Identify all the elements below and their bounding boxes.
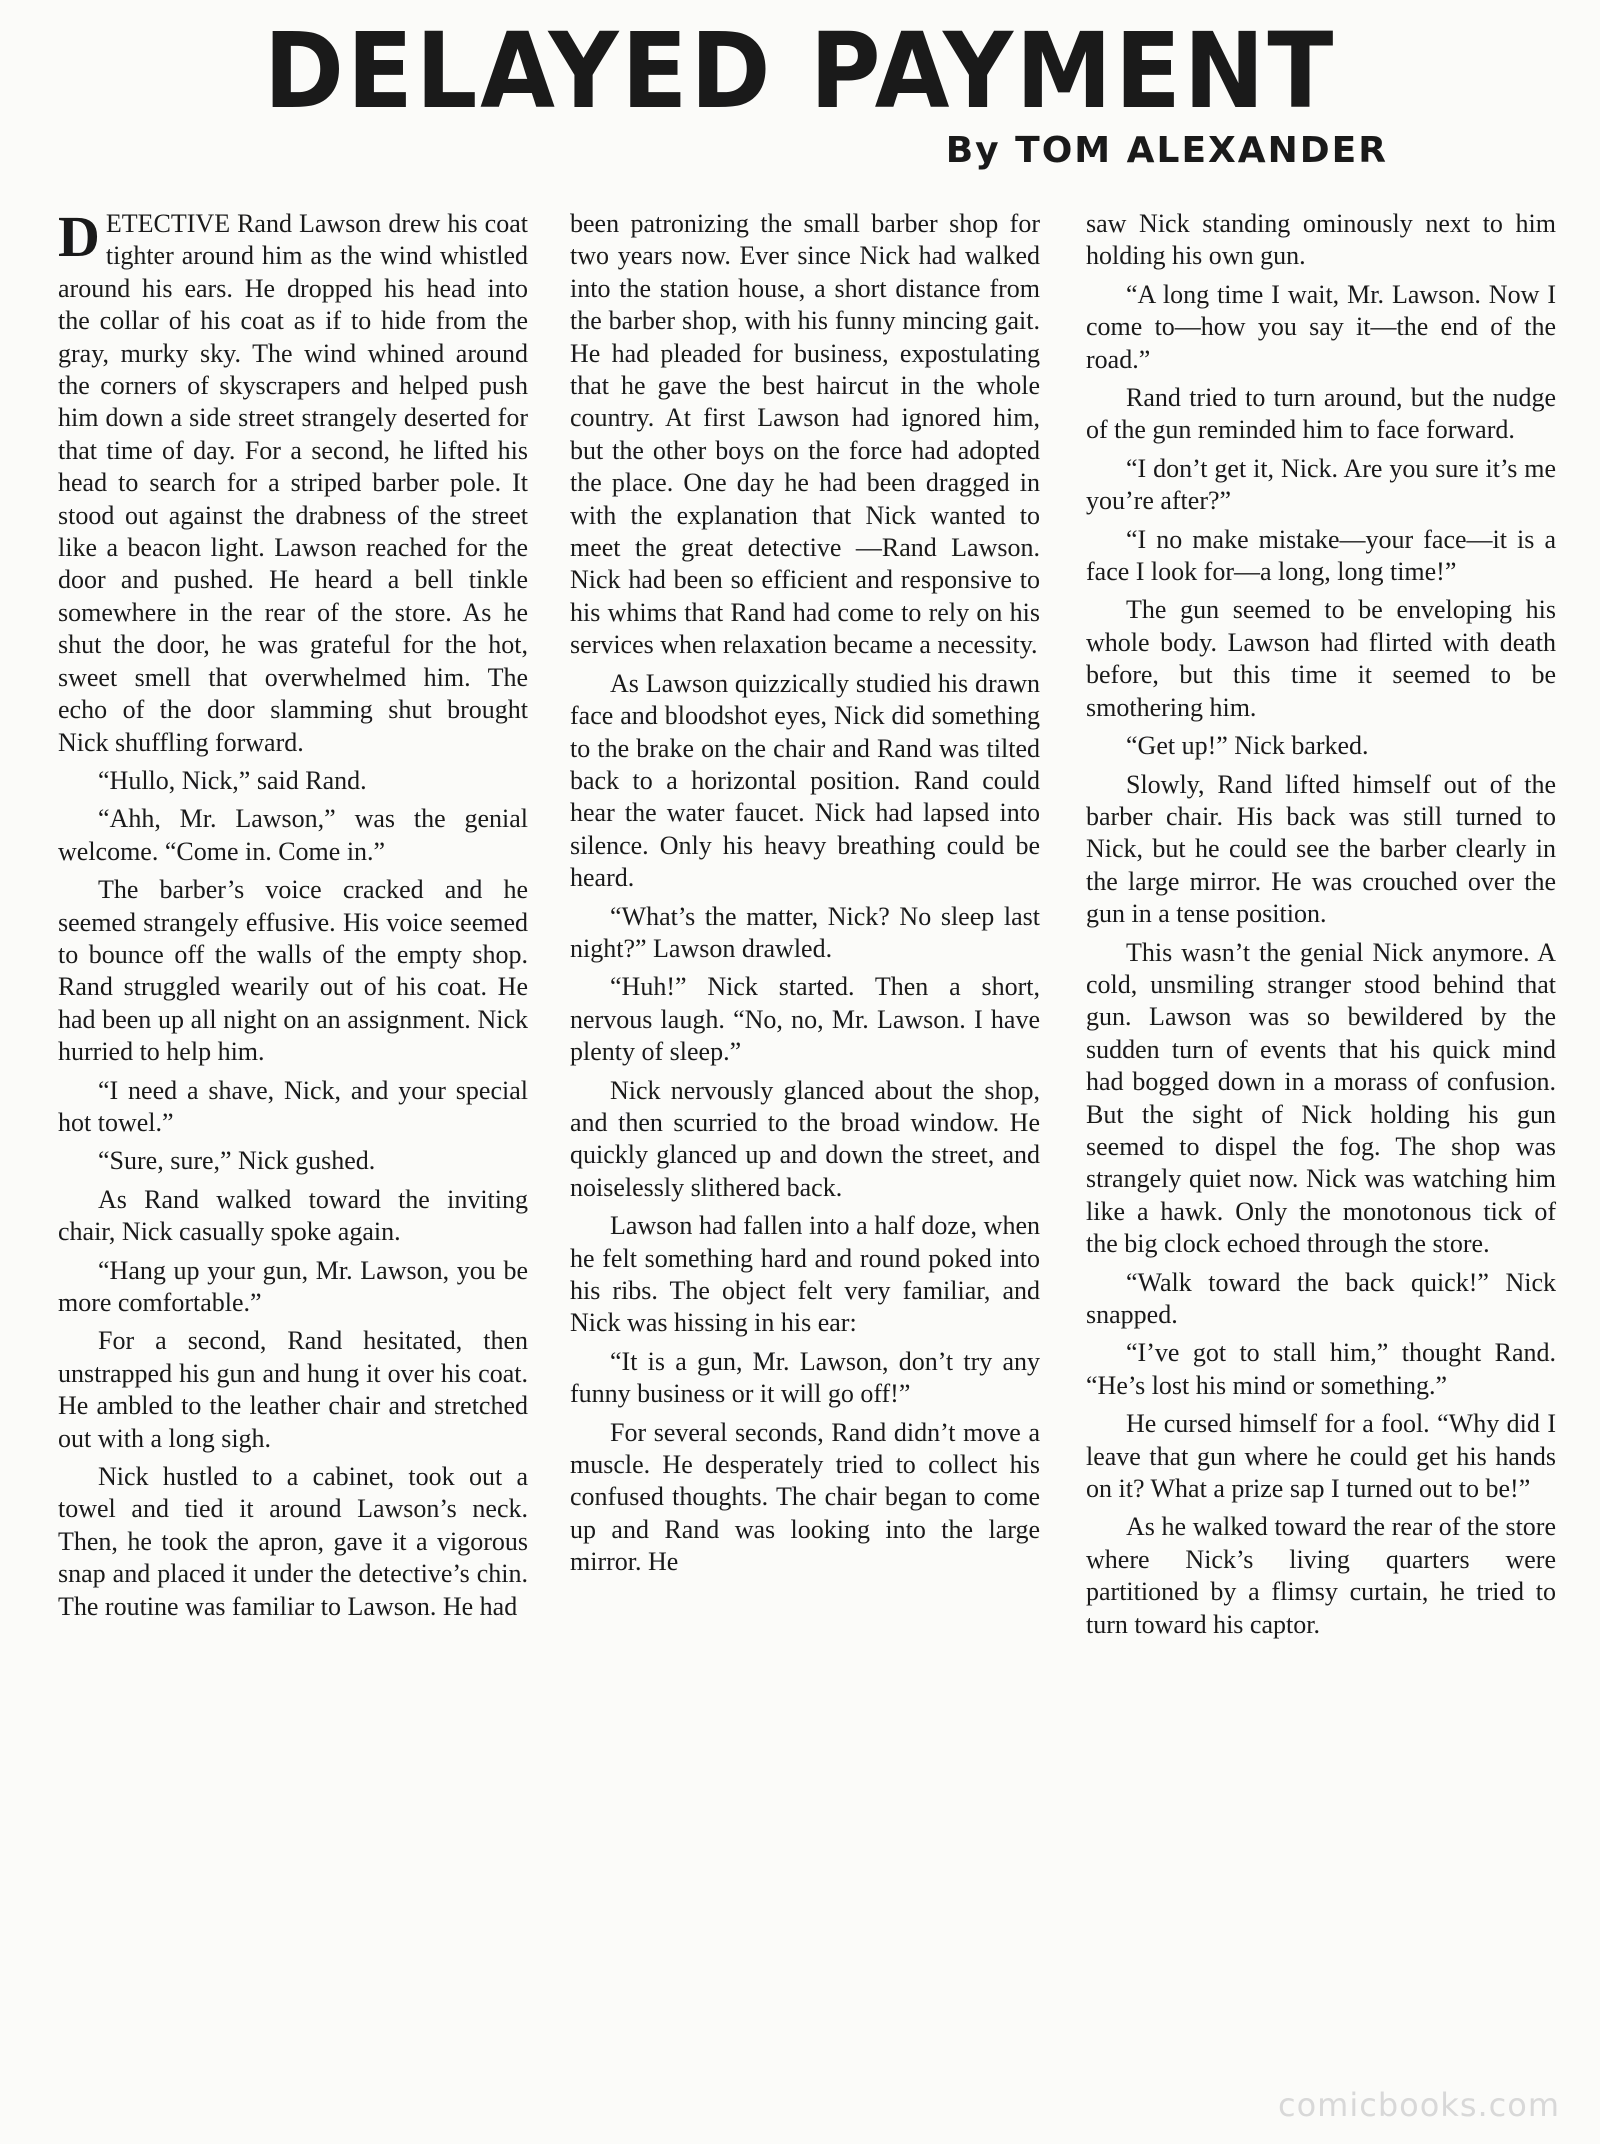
drop-cap: D	[58, 204, 100, 269]
column-2	[570, 208, 1040, 1585]
paragraph: “I don’t get it, Nick. Are you sure it’s me you’re after?”	[1086, 453, 1556, 516]
column-3	[1086, 208, 1556, 1647]
site-watermark: comicbooks.com	[1277, 2086, 1560, 2124]
paragraph: “Get up!” Nick barked.	[1126, 731, 1369, 761]
paragraph: “I no make mistake—your face—it is a face I look for—a long, long time!”	[1086, 524, 1556, 587]
paragraph: “Hullo, Nick,” said Rand.	[98, 765, 367, 795]
paragraph: The barber’s voice cracked and he seemed strangely effusive. His voice seemed to bounce off the walls of the empty shop. Rand struggled wearily out of his coat. He had been up all night on an assignment. Nick hurried to help him.	[58, 875, 528, 1067]
opening-text: ETECTIVE Rand Lawson drew his coat tighter around him as the wind whistled around his ears. He dropped his head into the collar of his coat as if to hide from the gray, murky sky. The wind whined around the corners of skyscrapers and helped push him down a side street strangely deserted for that time of day. For a second, he lifted his head to search for a striped barber pole. It stood out against the drabness of the street like a beacon light. Lawson reached for the door and pushed. He heard a bell tinkle somewhere in the rear of the store. As he shut the door, he was grateful for the hot, sweet smell that overwhelmed him. The echo of the door slamming shut brought Nick shuffling forward.	[58, 209, 528, 757]
paragraph: Nick nervously glanced about the shop, and then scurried to the broad window. He quickly glanced up and down the street, and noiselessly slithered back.	[570, 1075, 1040, 1202]
paragraph: “Sure, sure,” Nick gushed.	[98, 1146, 376, 1176]
paragraph: This wasn’t the genial Nick anymore. A cold, unsmiling stranger stood behind that gun. Lawson was so bewildered by the sudden turn of events that his quick mind had bogged down in a morass of confusion. But the sight of Nick holding his gun seemed to dispel the fog. The shop was strangely quiet now. Nick was watching him like a hawk. Only the monotonous tick of the big clock echoed through the store.	[1086, 937, 1556, 1259]
column-1	[58, 204, 528, 1629]
paragraph: “I need a shave, Nick, and your special hot towel.”	[58, 1075, 528, 1137]
paragraph: “Ahh, Mr. Lawson,” was the genial welcome. “Come in. Come in.”	[58, 804, 528, 866]
paragraph: As Rand walked toward the inviting chair, Nick casually spoke again.	[58, 1184, 528, 1247]
paragraph: As Lawson quizzically studied his drawn face and bloodshot eyes, Nick did something to the brake on the chair and Rand was tilted back to a horizontal position. Rand could hear the water faucet. Nick had lapsed into silence. Only his heavy breathing could be heard.	[570, 668, 1040, 893]
continuation-paragraph: been patronizing the small barber shop for two years now. Ever since Nick had walked into the station house, a short distance from the barber shop, with his funny mincing gait. He had pleaded for business, expostulating that he gave the best haircut in the whole country. At first Lawson had ignored him, but the other boys on the force had adopted the place. One day he had been dragged in with the explanation that Nick wanted to meet the great detective —Rand Lawson. Nick had been so efficient and responsive to his whims that Rand had come to rely on his services when relaxation became a necessity.	[570, 209, 1040, 660]
paragraph: “Walk toward the back quick!” Nick snapped.	[1086, 1267, 1556, 1329]
paragraph: “Huh!” Nick started. Then a short, nervous laugh. “No, no, Mr. Lawson. I have plenty of sleep.”	[570, 972, 1040, 1067]
author-byline: By TOM ALEXANDER	[945, 130, 1388, 171]
paragraph: As he walked toward the rear of the store where Nick’s living quarters were partitioned by a flimsy curtain, he tried to turn toward his captor.	[1086, 1512, 1556, 1639]
paragraph: “Hang up your gun, Mr. Lawson, you be more comfortable.”	[58, 1255, 528, 1317]
story-title: DELAYED PAYMENT	[263, 10, 1337, 132]
paragraph: Rand tried to turn around, but the nudge of the gun reminded him to face forward.	[1086, 383, 1556, 445]
paragraph: “I’ve got to stall him,” thought Rand. “He’s lost his mind or something.”	[1086, 1338, 1556, 1400]
paragraph: “It is a gun, Mr. Lawson, don’t try any funny business or it will go off!”	[570, 1346, 1040, 1409]
paragraph: Nick hustled to a cabinet, took out a towel and tied it around Lawson’s neck. Then, he took the apron, gave it a vigorous snap and placed it under the detective’s chin. The routine was familiar to Lawson. He had	[58, 1462, 528, 1621]
paragraph: Lawson had fallen into a half doze, when he felt something hard and round poked into his ribs. The object felt very familiar, and Nick was hissing in his ear:	[570, 1211, 1040, 1338]
paragraph: For a second, Rand hesitated, then unstrapped his gun and hung it over his coat. He ambled to the leather chair and stretched out with a long sigh.	[58, 1326, 528, 1453]
story-body	[0, 204, 1600, 2108]
continuation-paragraph: saw Nick standing ominously next to him holding his own gun.	[1086, 209, 1556, 271]
paragraph: For several seconds, Rand didn’t move a muscle. He desperately tried to collect his confused thoughts. The chair began to come up and Rand was looking into the large mirror. He	[570, 1417, 1040, 1577]
paragraph: “What’s the matter, Nick? No sleep last night?” Lawson drawled.	[570, 901, 1040, 963]
paragraph: The gun seemed to be enveloping his whole body. Lawson had flirted with death before, but this time it seemed to be smothering him.	[1086, 595, 1556, 722]
paragraph: “A long time I wait, Mr. Lawson. Now I come to—how you say it—the end of the road.”	[1086, 279, 1556, 374]
paragraph: He cursed himself for a fool. “Why did I leave that gun where he could get his hands on it? What a prize sap I turned out to be!”	[1086, 1409, 1556, 1504]
opening-paragraph	[58, 204, 528, 759]
paragraph: Slowly, Rand lifted himself out of the barber chair. His back was still turned to Nick, but he could see the barber clearly in the large mirror. He was crouched over the gun in a tense position.	[1086, 769, 1556, 929]
